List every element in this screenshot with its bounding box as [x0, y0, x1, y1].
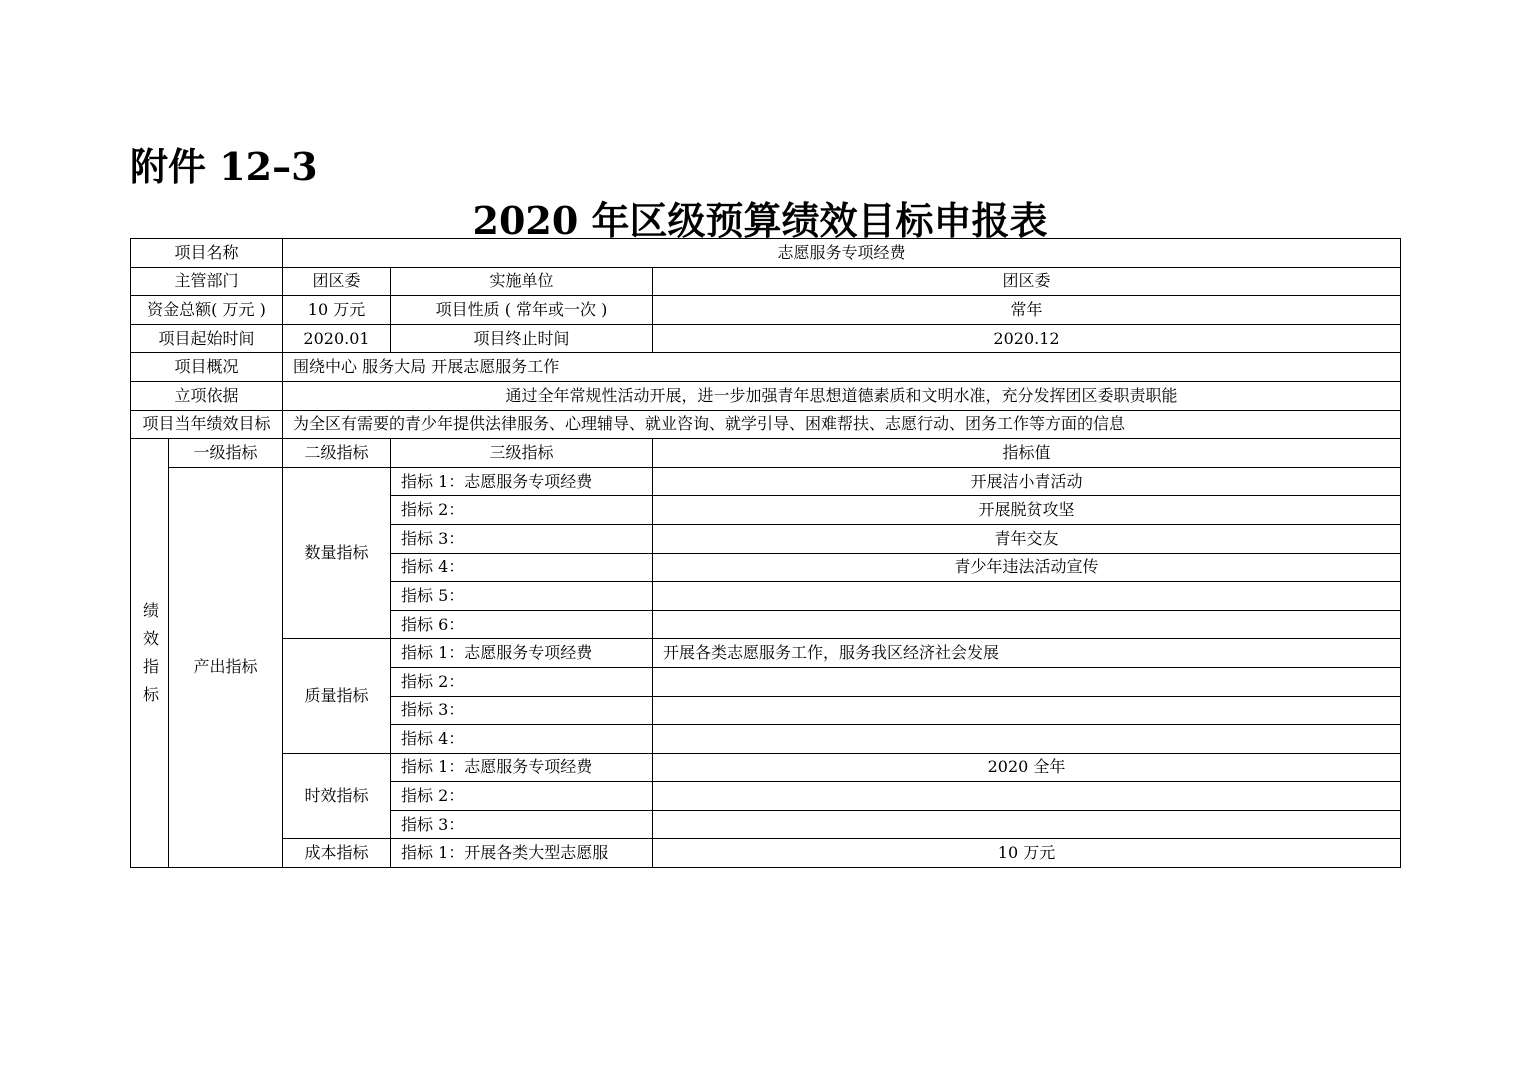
- level1-output-label: 产出指标: [169, 467, 283, 867]
- table-row: [131, 639, 1401, 668]
- indicator-name: 指标 2：: [391, 782, 653, 811]
- indicator-value: 开展脱贫攻坚: [653, 496, 1401, 525]
- indicator-value: [653, 582, 1401, 611]
- funds-value: 10 万元: [283, 296, 391, 325]
- overview-value: 围绕中心 服务大局 开展志愿服务工作: [283, 353, 1401, 382]
- indicator-value: [653, 810, 1401, 839]
- indicator-name: 指标 4：: [391, 553, 653, 582]
- end-label: 项目终止时间: [391, 324, 653, 353]
- indicator-value: 10 万元: [653, 839, 1401, 868]
- table-row: [131, 410, 1401, 439]
- indicator-value: 开展洁小青活动: [653, 467, 1401, 496]
- project-name-label: 项目名称: [131, 239, 283, 268]
- table-row: [131, 296, 1401, 325]
- indicator-name: 指标 3：: [391, 810, 653, 839]
- cost-indicator-label: 成本指标: [283, 839, 391, 868]
- attachment-label: 附件 12–3: [130, 144, 318, 189]
- col-header-level1: 一级指标: [169, 439, 283, 468]
- page-title: 2020 年区级预算绩效目标申报表: [472, 198, 1048, 243]
- col-header-level3: 三级指标: [391, 439, 653, 468]
- table-row: [131, 381, 1401, 410]
- performance-indicators-side-label: 绩效指标: [131, 439, 169, 868]
- table-row: [131, 239, 1401, 268]
- table-row: [131, 753, 1401, 782]
- table-row: [131, 324, 1401, 353]
- indicator-name: 指标 2：: [391, 667, 653, 696]
- end-value: 2020.12: [653, 324, 1401, 353]
- nature-value: 常年: [653, 296, 1401, 325]
- goal-value: 为全区有需要的青少年提供法律服务、心理辅导、就业咨询、就学引导、困难帮扶、志愿行动、团务工作等方面的信息: [283, 410, 1401, 439]
- impl-value: 团区委: [653, 267, 1401, 296]
- table-row: [131, 267, 1401, 296]
- quantity-indicator-label: 数量指标: [283, 467, 391, 639]
- basis-value: 通过全年常规性活动开展，进一步加强青年思想道德素质和文明水准，充分发挥团区委职责职能: [283, 381, 1401, 410]
- indicator-value: [653, 725, 1401, 754]
- table-row: [131, 439, 1401, 468]
- indicator-value: 开展各类志愿服务工作，服务我区经济社会发展: [653, 639, 1401, 668]
- indicator-name: 指标 2：: [391, 496, 653, 525]
- col-header-level2: 二级指标: [283, 439, 391, 468]
- table-row: [131, 839, 1401, 868]
- indicator-value: [653, 696, 1401, 725]
- indicator-name: 指标 3：: [391, 696, 653, 725]
- table-row: [131, 467, 1401, 496]
- dept-label: 主管部门: [131, 267, 283, 296]
- funds-label: 资金总额( 万元 ): [131, 296, 283, 325]
- goal-label: 项目当年绩效目标: [131, 410, 283, 439]
- indicator-name: 指标 3：: [391, 524, 653, 553]
- indicator-name: 指标 1：志愿服务专项经费: [391, 753, 653, 782]
- col-header-value: 指标值: [653, 439, 1401, 468]
- quality-indicator-label: 质量指标: [283, 639, 391, 753]
- indicator-name: 指标 5：: [391, 582, 653, 611]
- indicator-name: 指标 1：志愿服务专项经费: [391, 639, 653, 668]
- basis-label: 立项依据: [131, 381, 283, 410]
- overview-label: 项目概况: [131, 353, 283, 382]
- performance-target-table: [130, 238, 1401, 868]
- indicator-value: 青少年违法活动宣传: [653, 553, 1401, 582]
- indicator-name: 指标 6：: [391, 610, 653, 639]
- indicator-value: [653, 667, 1401, 696]
- indicator-value: 青年交友: [653, 524, 1401, 553]
- timeliness-indicator-label: 时效指标: [283, 753, 391, 839]
- indicator-name: 指标 4：: [391, 725, 653, 754]
- impl-label: 实施单位: [391, 267, 653, 296]
- start-label: 项目起始时间: [131, 324, 283, 353]
- indicator-value: [653, 782, 1401, 811]
- indicator-name: 指标 1：开展各类大型志愿服: [391, 839, 653, 868]
- nature-label: 项目性质 ( 常年或一次 ): [391, 296, 653, 325]
- table-row: [131, 353, 1401, 382]
- indicator-value: 2020 全年: [653, 753, 1401, 782]
- dept-value: 团区委: [283, 267, 391, 296]
- indicator-value: [653, 610, 1401, 639]
- indicator-name: 指标 1：志愿服务专项经费: [391, 467, 653, 496]
- start-value: 2020.01: [283, 324, 391, 353]
- project-name-value: 志愿服务专项经费: [283, 239, 1401, 268]
